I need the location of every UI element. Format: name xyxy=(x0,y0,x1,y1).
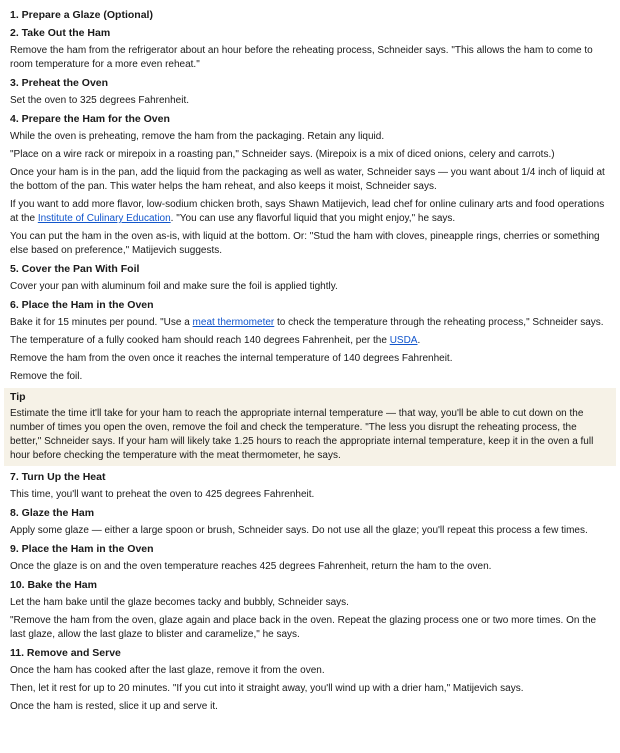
step-heading: 5. Cover the Pan With Foil xyxy=(10,263,140,275)
step-paragraph: Once the ham has cooked after the last glaze, remove it from the oven. xyxy=(10,665,325,676)
step-paragraph: Let the ham bake until the glaze becomes tacky and bubbly, Schneider says. xyxy=(10,597,349,608)
paragraph-text: to check the temperature through the reheating process," Schneider says. xyxy=(274,317,604,328)
step-paragraph: Remove the ham from the refrigerator about an hour before the reheating process, Schneider says. "This allows the ham to come to room temperature for a more even reheat." xyxy=(10,45,593,70)
step-heading: 8. Glaze the Ham xyxy=(10,507,95,519)
step-heading: 2. Take Out the Ham xyxy=(10,27,111,39)
step-paragraph xyxy=(10,316,610,330)
step-paragraph xyxy=(10,198,610,226)
step-paragraph: Cover your pan with aluminum foil and make sure the foil is applied tightly. xyxy=(10,281,338,292)
link-usda[interactable]: USDA xyxy=(389,335,418,346)
step-paragraph: Once the glaze is on and the oven temperature reaches 425 degrees Fahrenheit, return the ham to the oven. xyxy=(10,561,492,572)
step-paragraph: Set the oven to 325 degrees Fahrenheit. xyxy=(10,95,190,106)
tip-heading: Tip xyxy=(10,391,26,403)
step-heading: 10. Bake the Ham xyxy=(10,579,97,591)
step-heading: 9. Place the Ham in the Oven xyxy=(10,543,154,555)
link-institute-of-culinary-education[interactable]: Institute of Culinary Education xyxy=(37,213,171,224)
step-heading: 11. Remove and Serve xyxy=(10,647,121,659)
tip-box xyxy=(4,388,616,466)
step-paragraph: You can put the ham in the oven as-is, with liquid at the bottom. Or: "Stud the ham with cloves, pineapple rings, cherries or something else based on preference," Matijevich suggests. xyxy=(10,231,600,256)
step-paragraph: Then, let it rest for up to 20 minutes. "If you cut into it straight away, you'll wind up with a drier ham," Matijevich says. xyxy=(10,683,524,694)
paragraph-text: If you want to add more flavor, low-sodium chicken broth, says Shawn Matijevich, lead chef for online culinary arts and food operations at the xyxy=(10,199,605,224)
paragraph-text: Bake it for 15 minutes per pound. "Use a xyxy=(10,317,193,328)
step-paragraph: "Place on a wire rack or mirepoix in a roasting pan," Schneider says. (Mirepoix is a mix of diced onions, celery and carrots.) xyxy=(10,149,555,160)
step-heading: 1. Prepare a Glaze (Optional) xyxy=(10,9,153,21)
step-paragraph: Apply some glaze — either a large spoon or brush, Schneider says. Do not use all the glaze; you'll repeat this process a few times. xyxy=(10,525,588,536)
step-paragraph: This time, you'll want to preheat the oven to 425 degrees Fahrenheit. xyxy=(10,489,315,500)
step-paragraph xyxy=(10,334,610,348)
step-paragraph: "Remove the ham from the oven, glaze again and place back in the oven. Repeat the glazing process one or two more times. On the last glaze, allow the last glaze to blister and caramelize," he says. xyxy=(10,615,597,640)
steps-part-2 xyxy=(10,470,610,714)
paragraph-text: . "You can use any flavorful liquid that you might enjoy," he says. xyxy=(170,213,456,224)
step-paragraph: Remove the foil. xyxy=(10,371,83,382)
step-paragraph: Once your ham is in the pan, add the liquid from the packaging as well as water, Schneider says — you want about 1/4 inch of liquid at the bottom of the pan. This water helps the ham reheat, and also keeps it moist, Schneider says. xyxy=(10,167,605,192)
step-heading: 3. Preheat the Oven xyxy=(10,77,109,89)
paragraph-text: . xyxy=(417,335,421,346)
steps-part-1 xyxy=(10,8,610,384)
paragraph-text: The temperature of a fully cooked ham should reach 140 degrees Fahrenheit, per the xyxy=(10,335,390,346)
step-paragraph: Once the ham is rested, slice it up and serve it. xyxy=(10,701,218,712)
step-paragraph: Remove the ham from the oven once it reaches the internal temperature of 140 degrees Fahrenheit. xyxy=(10,353,453,364)
tip-text: Estimate the time it'll take for your ham to reach the appropriate internal temperature — that way, you'll be able to cut down on the number of times you open the oven, remove the foil and check the temperature. "The less you disrupt the reheating process, the better," Schneider says. If your ham will likely take 1.25 hours to reach the appropriate internal temperature, keep it in the oven a full hour before checking the temperature with the meat thermometer, he says. xyxy=(10,408,594,461)
link-meat-thermometer[interactable]: meat thermometer xyxy=(192,317,275,328)
step-heading: 7. Turn Up the Heat xyxy=(10,471,106,483)
step-heading: 4. Prepare the Ham for the Oven xyxy=(10,113,170,125)
step-heading: 6. Place the Ham in the Oven xyxy=(10,299,154,311)
step-paragraph: While the oven is preheating, remove the ham from the packaging. Retain any liquid. xyxy=(10,131,385,142)
